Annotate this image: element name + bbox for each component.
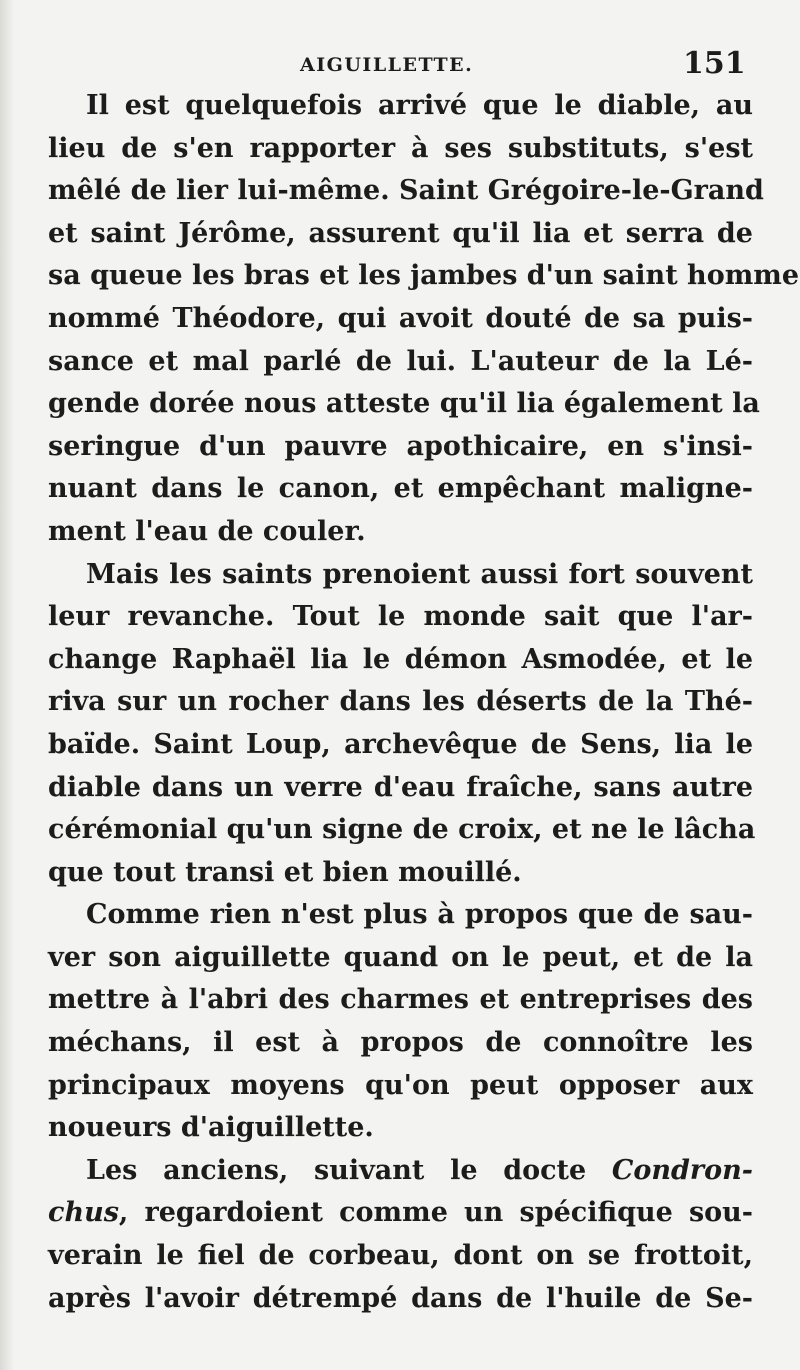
text-line: mêlé de lier lui-même. Saint Grégoire-le-Grand [48, 175, 764, 207]
text-line: change Raphaël lia le démon Asmodée, et le [48, 643, 753, 675]
body-text [48, 85, 800, 1320]
text-line: Mais les saints prenoient aussi fort souvent [86, 558, 753, 590]
text-line: sance et mal parlé de lui. L'auteur de la Lé- [48, 345, 753, 377]
text-line: méchans, il est à propos de connoître les [48, 1027, 753, 1059]
paragraph-4 [48, 1150, 753, 1320]
italic-name: Condron- [611, 1154, 753, 1186]
text-line: ment l'eau de couler. [48, 515, 366, 547]
text-line: verain le fiel de corbeau, dont on se frottoit, [48, 1240, 753, 1272]
text-line: Les anciens, suivant le docte Condron- [86, 1154, 753, 1186]
text-line: chus, regardoient comme un spécifique sou- [48, 1197, 753, 1229]
paragraph-3 [48, 894, 753, 1150]
text-line: noueurs d'aiguillette. [48, 1112, 374, 1144]
text-line: nommé Théodore, qui avoit douté de sa puis- [48, 302, 753, 334]
text-line: baïde. Saint Loup, archevêque de Sens, lia le [48, 728, 753, 760]
italic-name: chus [48, 1197, 119, 1229]
paragraph-2 [48, 554, 756, 895]
text-line: diable dans un verre d'eau fraîche, sans autre [48, 771, 753, 803]
page-number: 151 [683, 46, 746, 81]
text-line: Il est quelquefois arrivé que le diable, au [86, 90, 753, 121]
text-line: leur revanche. Tout le monde sait que l'ar- [48, 601, 753, 633]
text-line: cérémonial qu'un signe de croix, et ne le lâcha [48, 814, 756, 846]
text-line: après l'avoir détrempé dans de l'huile de Se- [48, 1282, 753, 1314]
text-line: ver son aiguillette quand on le peut, et de la [48, 941, 753, 973]
text-line: nuant dans le canon, et empêchant maligne- [48, 473, 753, 505]
text-line: sa queue les bras et les jambes d'un saint homme [48, 260, 800, 292]
text-line: et saint Jérôme, assurent qu'il lia et serra de [48, 217, 753, 249]
text-line: riva sur un rocher dans les déserts de la Thé- [48, 686, 753, 718]
text-line: lieu de s'en rapporter à ses substituts, s'est [48, 132, 753, 164]
text-line: mettre à l'abri des charmes et entreprises des [48, 984, 753, 1016]
page-header [0, 46, 800, 80]
paragraph-1 [48, 85, 800, 554]
text-line: gende dorée nous atteste qu'il lia également la [48, 388, 760, 420]
text-line: que tout transi et bien mouillé. [48, 856, 522, 888]
text-line: Comme rien n'est plus à propos que de sau- [86, 899, 753, 931]
running-head: AIGUILLETTE. [300, 54, 474, 76]
text-line: principaux moyens qu'on peut opposer aux [48, 1069, 753, 1101]
text-line: seringue d'un pauvre apothicaire, en s'insi- [48, 430, 753, 462]
